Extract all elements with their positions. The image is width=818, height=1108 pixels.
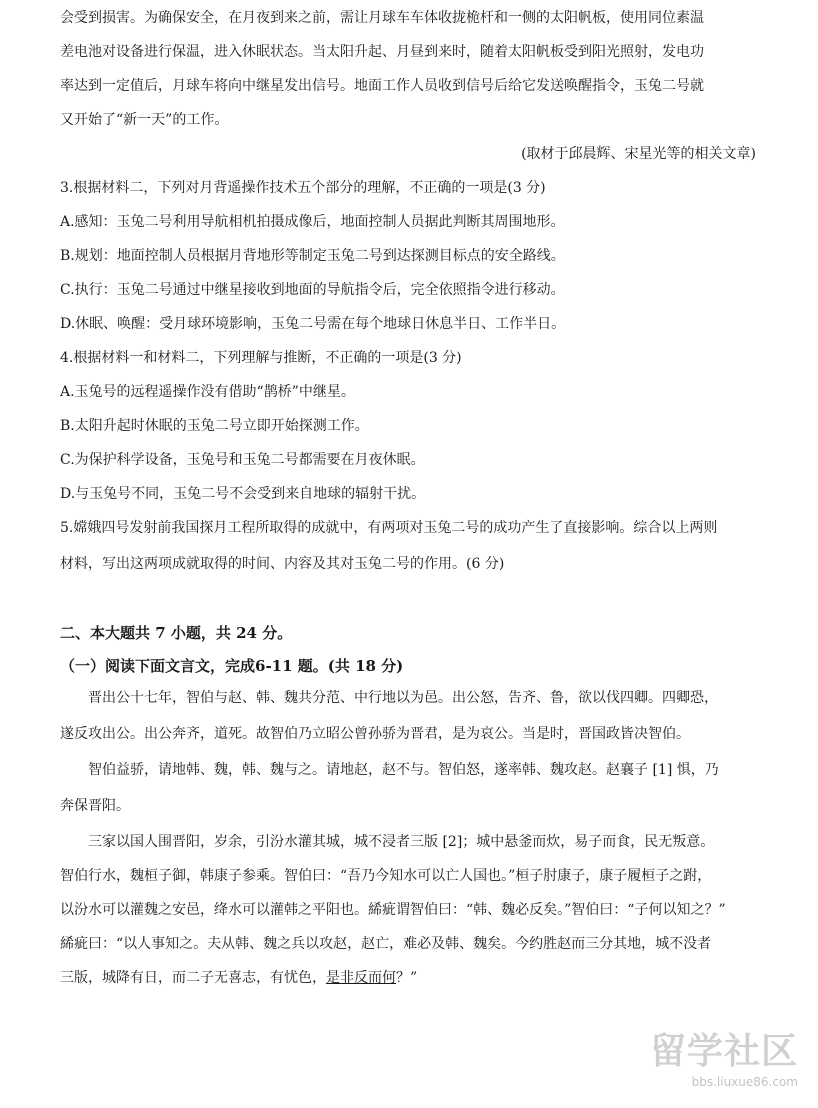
passage-line [60,968,760,990]
site-watermark [628,1030,798,1100]
passage-line: 智伯行水，魏桓子御，韩康子参乘。智伯曰：“吾乃今知水可以亡人国也。”桓子肘康子，康子履桓子之跗， [60,868,712,884]
section-heading: 二、本大题共 7 小题，共 24 分。 [60,624,293,642]
passage-line: 遂反攻出公。出公奔齐，道死。故智伯乃立昭公曾孙骄为晋君，是为哀公。当是时，晋国政皆决智伯。 [60,726,690,742]
question-3-option-b: B.规划：地面控制人员根据月背地形等制定玉兔二号到达探测目标点的安全路线。 [60,248,565,264]
passage-line: 以汾水可以灌魏之安邑，绛水可以灌韩之平阳也。絺疵谓智伯曰：“韩、魏必反矣。”智伯曰：“子何以知之？” [60,902,726,918]
question-4-option-c: C.为保护科学设备，玉兔号和玉兔二号都需要在月夜休眠。 [60,452,425,468]
question-4-stem: 4.根据材料一和材料二，下列理解与推断，不正确的一项是(3 分) [60,350,462,366]
question-3-option-a: A.感知：玉兔二号利用导航相机拍摄成像后，地面控制人员据此判断其周围地形。 [60,214,565,230]
passage-line: 智伯益骄，请地韩、魏，韩、魏与之。请地赵，赵不与。智伯怒，遂率韩、魏攻赵。赵襄子 [1] 惧，乃 [88,762,719,778]
body-line: 又开始了“新一天”的工作。 [60,112,229,128]
subsection-heading: （一）阅读下面文言文，完成6-11 题。(共 18 分) [60,657,404,675]
watermark-logo: 留学社区 [649,1031,798,1072]
watermark-url: bbs.liuxue86.com [691,1075,798,1089]
body-line: 会受到损害。为确保安全，在月夜到来之前，需让月球车车体收拢桅杆和一侧的太阳帆板，使用同位素温 [60,10,704,26]
underlined-phrase: 是非反而何 [326,970,396,986]
passage-line: 奔保晋阳。 [60,798,130,814]
question-5-line: 材料，写出这两项成就取得的时间、内容及其对玉兔二号的作用。(6 分) [60,556,505,572]
source-citation: (取材于邱晨辉、宋星光等的相关文章) [521,146,756,162]
passage-line: 晋出公十七年，智伯与赵、韩、魏共分范、中行地以为邑。出公怒，告齐、鲁，欲以伐四卿。四卿恐， [88,690,718,706]
passage-text: ？” [396,970,418,986]
question-4-option-d: D.与玉兔号不同，玉兔二号不会受到来自地球的辐射干扰。 [60,486,426,502]
question-3-option-d: D.休眠、唤醒：受月球环境影响，玉兔二号需在每个地球日休息半日、工作半日。 [60,316,566,332]
question-4-option-b: B.太阳升起时休眠的玉兔二号立即开始探测工作。 [60,418,369,434]
question-3-stem: 3.根据材料二，下列对月背遥操作技术五个部分的理解，不正确的一项是(3 分) [60,180,546,196]
question-4-option-a: A.玉兔号的远程遥操作没有借助“鹊桥”中继星。 [60,384,355,400]
body-line: 差电池对设备进行保温，进入休眠状态。当太阳升起、月昼到来时，随着太阳帆板受到阳光照射，发电功 [60,44,704,60]
passage-text: 三版，城降有日，而二子无喜志，有忧色， [60,970,326,986]
question-3-option-c: C.执行：玉兔二号通过中继星接收到地面的导航指令后，完全依照指令进行移动。 [60,282,565,298]
body-line: 率达到一定值后，月球车将向中继星发出信号。地面工作人员收到信号后给它发送唤醒指令，玉兔二号就 [60,78,704,94]
passage-line: 絺疵曰：“以人事知之。夫从韩、魏之兵以攻赵，赵亡，难必及韩、魏矣。今约胜赵而三分其地，城不没者 [60,936,712,952]
passage-line: 三家以国人围晋阳，岁余，引汾水灌其城，城不浸者三版 [2]；城中悬釜而炊，易子而食，民无叛意。 [88,834,715,850]
question-5-line: 5.嫦娥四号发射前我国探月工程所取得的成就中，有两项对玉兔二号的成功产生了直接影响。综合以上两则 [60,520,718,536]
